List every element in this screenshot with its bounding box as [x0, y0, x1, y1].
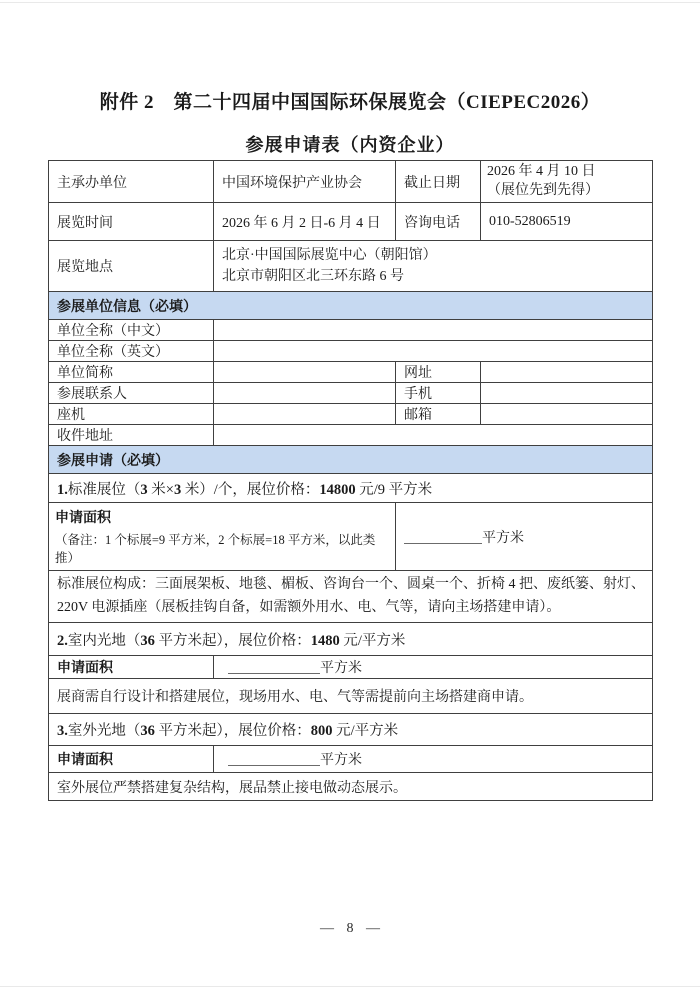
table-row	[49, 161, 653, 203]
application-form-table	[48, 160, 653, 801]
venue-line2: 北京市朝阳区北三环东路 6 号	[222, 269, 404, 284]
standard-booth-area-blank[interactable]	[404, 530, 482, 544]
table-row	[49, 404, 653, 425]
booth1-seg-9: 平方米	[385, 481, 433, 498]
booth3-seg-2: 36	[140, 723, 155, 739]
deadline-note: （展位先到先得）	[487, 182, 599, 198]
indoor-area-value-cell	[214, 656, 653, 679]
standard-booth-composition: 标准展位构成：三面展架板、地毯、楣板、咨询台一个、圆桌一个、折椅 4 把、废纸篓、射灯、220V 电源插座（展板挂钩自备，如需额外用水、电、气等，请向主场搭建申请）。	[49, 571, 653, 623]
deadline-value: 2026 年 4 月 10 日	[487, 164, 596, 180]
table-row	[49, 362, 653, 383]
company-name-cn-field[interactable]	[214, 320, 653, 341]
table-row	[49, 446, 653, 474]
table-row	[49, 320, 653, 341]
company-name-cn-label: 单位全称（中文）	[49, 320, 214, 341]
indoor-area-blank[interactable]	[228, 660, 320, 674]
booth2-seg-4: 1480	[310, 632, 340, 649]
organizer-label: 主承办单位	[49, 161, 214, 203]
table-row	[49, 203, 653, 241]
deadline-value-cell	[481, 161, 653, 203]
company-name-en-field[interactable]	[214, 341, 653, 362]
landline-label: 座机	[49, 404, 214, 425]
phone-label: 咨询电话	[396, 203, 481, 241]
contact-person-field[interactable]	[214, 383, 396, 404]
indoor-space-note: 展商需自行设计和搭建展位，现场用水、电、气等需提前向主场搭建商申请。	[49, 679, 653, 714]
booth1-seg-3: 米×	[147, 481, 174, 498]
standard-booth-area-value-cell	[396, 503, 653, 571]
booth2-seg-5: 元/平方米	[339, 632, 406, 649]
organizer-value: 中国环境保护产业协会	[214, 161, 396, 203]
outdoor-space-title	[49, 714, 653, 746]
standard-booth-title	[49, 474, 653, 503]
booth1-seg-0: 1.	[57, 481, 68, 498]
outdoor-area-blank[interactable]	[228, 752, 320, 766]
indoor-area-unit: 平方米	[320, 661, 362, 676]
phone-value: 010-52806519	[481, 203, 653, 241]
booth3-seg-3: 平方米起），展位价格：	[154, 723, 311, 739]
attachment-title: 附件 2 第二十四届中国国际环保展览会（CIEPEC2026）	[99, 92, 601, 113]
outdoor-area-value-cell	[214, 746, 653, 773]
table-row	[49, 623, 653, 656]
email-field[interactable]	[481, 404, 653, 425]
table-row	[49, 383, 653, 404]
outdoor-area-unit: 平方米	[320, 753, 362, 768]
booth1-seg-4: 3	[173, 481, 182, 498]
booth2-seg-0: 2.	[57, 632, 68, 649]
short-name-field[interactable]	[214, 362, 396, 383]
table-row	[49, 714, 653, 746]
booth3-seg-0: 3.	[57, 723, 68, 739]
mobile-field[interactable]	[481, 383, 653, 404]
landline-field[interactable]	[214, 404, 396, 425]
deadline-label: 截止日期	[396, 161, 481, 203]
booth1-seg-7: 元/	[355, 481, 378, 498]
page-bottom-edge	[0, 986, 700, 987]
application-section-header: 参展申请（必填）	[49, 446, 653, 474]
page-number: — 8 —	[320, 921, 380, 936]
table-row	[49, 341, 653, 362]
indoor-space-title	[49, 623, 653, 656]
company-section-header: 参展单位信息（必填）	[49, 292, 653, 320]
booth3-seg-1: 室外光地（	[67, 723, 141, 739]
mailing-address-label: 收件地址	[49, 425, 214, 446]
booth3-seg-4: 800	[310, 723, 333, 739]
booth1-seg-5: 米）/个，展位价格：	[181, 481, 320, 498]
booth2-seg-1: 室内光地（	[67, 632, 141, 649]
booth3-seg-5: 元/平方米	[332, 723, 399, 739]
indoor-area-label: 申请面积	[49, 656, 214, 679]
booth1-seg-1: 标准展位（	[67, 481, 141, 498]
outdoor-space-note: 室外展位严禁搭建复杂结构，展品禁止接电做动态展示。	[49, 773, 653, 801]
booth2-seg-3: 平方米起），展位价格：	[154, 632, 311, 649]
table-row	[49, 571, 653, 623]
dates-value: 2026 年 6 月 2 日-6 月 4 日	[214, 203, 396, 241]
standard-booth-area-unit: 平方米	[482, 530, 524, 546]
table-row	[49, 679, 653, 714]
website-label: 网址	[396, 362, 481, 383]
page-top-edge	[0, 2, 700, 3]
table-row	[49, 425, 653, 446]
standard-booth-area-label-cell	[49, 503, 396, 571]
table-row	[49, 773, 653, 801]
contact-person-label: 参展联系人	[49, 383, 214, 404]
standard-booth-area-label: 申请面积	[55, 511, 111, 526]
booth1-seg-2: 3	[140, 481, 148, 498]
mailing-address-field[interactable]	[214, 425, 653, 446]
booth1-seg-8: 9	[377, 481, 385, 498]
venue-line1: 北京·中国国际展览中心（朝阳馆）	[222, 248, 437, 263]
table-row	[49, 503, 653, 571]
booth1-seg-6: 14800	[319, 481, 356, 498]
standard-booth-area-note: （备注：1 个标展=9 平方米，2 个标展=18 平方米，以此类推）	[55, 533, 376, 565]
table-row	[49, 292, 653, 320]
table-row	[49, 474, 653, 503]
short-name-label: 单位简称	[49, 362, 214, 383]
website-field[interactable]	[481, 362, 653, 383]
table-row	[49, 241, 653, 292]
table-row	[49, 656, 653, 679]
company-name-en-label: 单位全称（英文）	[49, 341, 214, 362]
booth2-seg-2: 36	[140, 632, 155, 649]
venue-value-cell	[214, 241, 653, 292]
outdoor-area-label: 申请面积	[49, 746, 214, 773]
mobile-label: 手机	[396, 383, 481, 404]
venue-label: 展览地点	[49, 241, 214, 292]
email-label: 邮箱	[396, 404, 481, 425]
dates-label: 展览时间	[49, 203, 214, 241]
table-row	[49, 746, 653, 773]
form-title: 参展申请表（内资企业）	[245, 135, 455, 155]
